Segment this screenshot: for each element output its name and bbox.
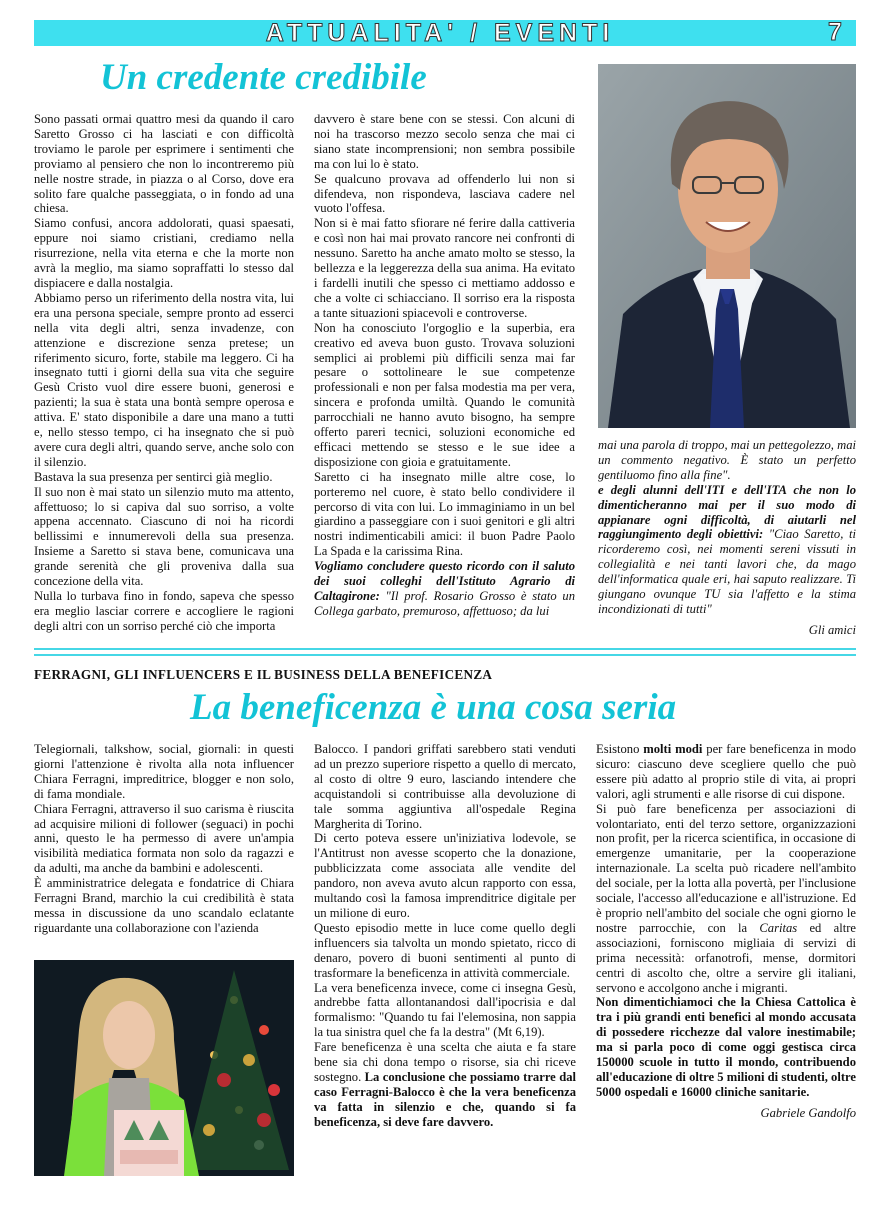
paragraph: davvero è stare bene con se stessi. Con alcuni di noi ha trascorso mezzo secolo senza che mai ci siano state incomprensioni; non sembra possibile ma con lui lo è stato. xyxy=(314,112,575,171)
conclusion-plain: Fare beneficenza è una scelta che aiuta e fa stare bene sia chi dona tempo o risorse, sia chi riceve sostegno. xyxy=(314,1040,576,1084)
paragraph: Telegiornali, talkshow, social, giornali: in questi giorni l'attenzione è rivolta alla nota influencer Chiara Ferragni, impreditrice, blogger e non solo, di fama mondiale. xyxy=(34,742,294,801)
article1-column-3 xyxy=(598,438,856,638)
text-run: ed altre associazioni, forniscono migliaia di servizi di prima necessità: orfanotrofi, mense, dormitori centri di ascolto che, oltre a servire gli italiani, servono e accolgono anche i migranti. xyxy=(596,920,856,995)
paragraph: Di certo poteva essere un'iniziativa lodevole, se l'Antitrust non avesse scoperto che la donazione, pubblicizzata come associata alle vendite del pandoro, non aveva avuto alcun rapporto con essa, multando così la famosa imprenditrice digitale per un milione di euro. xyxy=(314,831,576,920)
article2-kicker: FERRAGNI, GLI INFLUENCERS E IL BUSINESS DELLA BENEFICENZA xyxy=(34,667,493,682)
paragraph: Sono passati ormai quattro mesi da quando il caro Saretto Grosso ci ha lasciati e con difficoltà troviamo le parole per esprimere i sentimenti che proviamo al pensiero che non lo incontreremo più nelle nostre strade, in piazza o al Corso, dove era solito fare qualche passeggiata, o in fondo ad una chiesa. xyxy=(34,112,294,216)
page-number: 7 xyxy=(828,18,842,46)
portrait-illustration xyxy=(598,64,856,428)
section-title: ATTUALITA' / EVENTI xyxy=(265,19,615,47)
paragraph: È amministratrice delegata e fondatrice di Chiara Ferragni Brand, marchio la cui credibilità è stata messa in discussione da uno scandalo eclatante riguardante una collaborazione con l'azienda xyxy=(34,876,294,935)
closing-bold: Vogliamo concludere questo ricordo con il saluto dei suoi colleghi dell'Istituto Agrario di Caltagirone: xyxy=(314,559,575,603)
paragraph: Nulla lo turbava fino in fondo, sapeva che spesso era meglio lasciar correre e accogliere le ragioni degli altri con un sorriso perché ciò che importa xyxy=(34,589,294,633)
article2-signature: Gabriele Gandolfo xyxy=(760,1105,856,1120)
paragraph: Se qualcuno provava ad offenderlo lui non si difendeva, non rispondeva, lasciava cadere nel vuoto l'offesa. xyxy=(314,171,575,216)
paragraph: Il suo non è mai stato un silenzio muto ma attento, affettuoso; lo si capiva dal suo sorriso, a volte appena accennato. Ciascuno di noi ha ricordi bellissimi e innumerevoli della sua presenza. Insieme a Saretto si stava bene, comunicava una grande serenità che gli proveniva dalla sua concezione della vita. xyxy=(34,484,294,589)
ferragni-illustration xyxy=(34,960,294,1176)
article2-column-3 xyxy=(596,742,856,1121)
paragraph xyxy=(596,742,856,802)
article2-column-1 xyxy=(34,742,294,936)
paragraph: Saretto ci ha insegnato mille altre cose, lo porteremo nel cuore, è stato bello condividere il percorso di vita con lui. Lo immaginiamo in un bel giardino a passeggiare con i suoi genitori e gli altri nostri indimenticabili amici: il buon Padre Paolo La Spada e la carissima Rina. xyxy=(314,469,575,559)
closing-paragraph xyxy=(314,559,575,619)
portrait-photo xyxy=(598,64,856,428)
paragraph xyxy=(596,802,856,996)
article2-column-2 xyxy=(314,742,576,1130)
section-divider xyxy=(34,648,856,650)
text-run: per fare beneficenza in modo sicuro: ciascuno deve scegliere quello che può essere più adatto al proprio stile di vita, ai propri valori, agli strumenti e alle risorse di cui dispone. xyxy=(596,742,856,801)
paragraph: Chiara Ferragni, attraverso il suo carisma è riuscita ad acquisire milioni di follower (seguaci) in pochi anni, questo le ha permesso di avere un'ampia visibilità mediatica formata non solo da ragazzi e da adulti, ma anche da bambini e adolescenti. xyxy=(34,801,294,876)
text-run-bold: molti modi xyxy=(643,742,703,756)
closing-quote: "Il prof. Rosario Grosso è stato un Collega garbato, premuroso, affettuoso; da lui xyxy=(314,589,576,618)
paragraph: Questo episodio mette in luce come quello degli influencers sia talvolta un mondo spietato, ricco di denaro, povero di buoni sentimenti al punto di trasformare la beneficenza in attività commerciale. xyxy=(314,920,576,980)
article1-column-1 xyxy=(34,112,294,634)
paragraph: La vera beneficenza invece, come ci insegna Gesù, andrebbe fatta allontanandosi dall'ipocrisia e dal formalismo: "Quando tu fai l'elemosina, non sappia la tua sinistra quel che fa la destra" (Mt 6,19). xyxy=(314,980,576,1040)
section-divider xyxy=(34,654,856,656)
colleagues-quote: mai una parola di troppo, mai un pettegolezzo, mai un commento negativo. È stato un perfetto gentiluomo fino alla fine". xyxy=(598,438,856,482)
paragraph: Siamo confusi, ancora addolorati, quasi spaesati, eppure noi siamo cristiani, crediamo nella risurrezione, nella vita eterna e che la morte non avrà la meglio, ma siamo sopraffatti lo stesso dal dispiacere e dalla nostalgia. xyxy=(34,216,294,290)
paragraph: Non si è mai fatto sfiorare né ferire dalla cattiveria e così non hai mai provato rancore nei confronti di nessuno. Saretto ha anche amato molto se stesso, la bellezza e la leggerezza della sua anima. Ha evitato i fardelli inutili che spesso ci mettiamo addosso e che a volte ci schiacciano. Il sorriso era la risposta a tante situazioni spiacevoli e controverse. xyxy=(314,216,575,320)
conclusion-bold: La conclusione che possiamo trarre dal caso Ferragni-Balocco è che la vera beneficenza va fatta in silenzio e che, quando si fa beneficenza, si deve fare davvero. xyxy=(314,1069,576,1129)
ferragni-photo xyxy=(34,960,294,1176)
paragraph: Balocco. I pandori griffati sarebbero stati venduti ad un prezzo superiore rispetto a quello di mercato, al costo di oltre 9 euro, lasciando intendere che acquistandoli si contribuisse alla devoluzione di tale somma aggiuntiva all'ospedale Regina Margherita di Torino. xyxy=(314,742,576,831)
article1-title: Un credente credibile xyxy=(100,57,427,98)
text-run: Si può fare beneficenza per associazioni di volontariato, enti del terzo settore, organizzazioni non profit, per la ricerca scientifica, in occasione di emergenze umanitarie, per la cooperazione internazionale. La scelta può ricadere nell'ambito del sociale, per la lotta alla povertà, per l'inclusione sociale, l'accesso all'educazione e all'istruzione. Ed è proprio nell'ambito del sociale che ogni giorno le nostre parrocchie, con la xyxy=(596,801,856,935)
students-bold: e degli alunni dell'ITI e dell'ITA che non lo dimenticheranno mai per il suo modo di appianare ogni difficoltà, di aiutarli nel raggiungimento degli obiettivi: xyxy=(598,482,856,542)
students-quote: "Ciao Saretto, ti ricorderemo così, nei momenti sereni vissuti in collegialità e nei tanti lavori che, da mago dell'informatica quale eri, hai saputo realizzare. Ti giungano ovunque TU sia l'affetto e la stima incondizionati di tutti" xyxy=(598,527,856,616)
text-run-italic: Caritas xyxy=(759,920,798,935)
conclusion-paragraph xyxy=(314,1040,576,1129)
paragraph: Non ha conosciuto l'orgoglio e la superbia, era creativo ed aveva buon gusto. Trovava soluzioni semplici ai problemi più difficili senza mai far pesare o sottolineare le sue competenze professionali e non per falsa modestia ma per vera, sincera e profonda umiltà. Quando le comunità parrocchiali ne hanno avuto bisogno, ha sempre offerto pareri tecnici, soluzioni economiche ed efficaci mettendo se stesso e le sue idee a disposizione con gioia e gratuitamente. xyxy=(314,320,575,469)
students-paragraph xyxy=(598,483,856,617)
paragraph: Abbiamo perso un riferimento della nostra vita, lui era una persona speciale, sempre pronto ad esserci nella vita degli altri, senza invadenze, con attenzione e discrezione senza pretese; un riferimento sicuro, forte, stabile ma leggero. Ci ha insegnato tutti i giorni della sua vita che seguire Gesù Cristo vuol dire essere buoni, generosi e pazienti; la sua è stata una bontà sempre operosa e attiva. E' stato disponibile a dare una mano a tutti e, nello stesso tempo, ci ha insegnato che si può avere cura degli altri, quando serve, anche solo con il silenzio. xyxy=(34,290,294,469)
church-paragraph: Non dimentichiamoci che la Chiesa Cattolica è tra i più grandi enti benefici al mondo accusata di possedere ricchezze dal valore inestimabile; ma si parla poco di come oggi gestisca circa 150000 scuole in tutto il mondo, contribuendo all'educazione di oltre 5 milioni di studenti, oltre 5000 ospedali e 16000 cliniche sanitarie. xyxy=(596,995,856,1099)
article2-title: La beneficenza è una cosa seria xyxy=(190,687,677,728)
text-run: Esistono xyxy=(596,742,640,756)
article1-signature: Gli amici xyxy=(808,622,856,637)
paragraph: Bastava la sua presenza per sentirci già meglio. xyxy=(34,469,273,484)
article1-column-2 xyxy=(314,112,575,619)
